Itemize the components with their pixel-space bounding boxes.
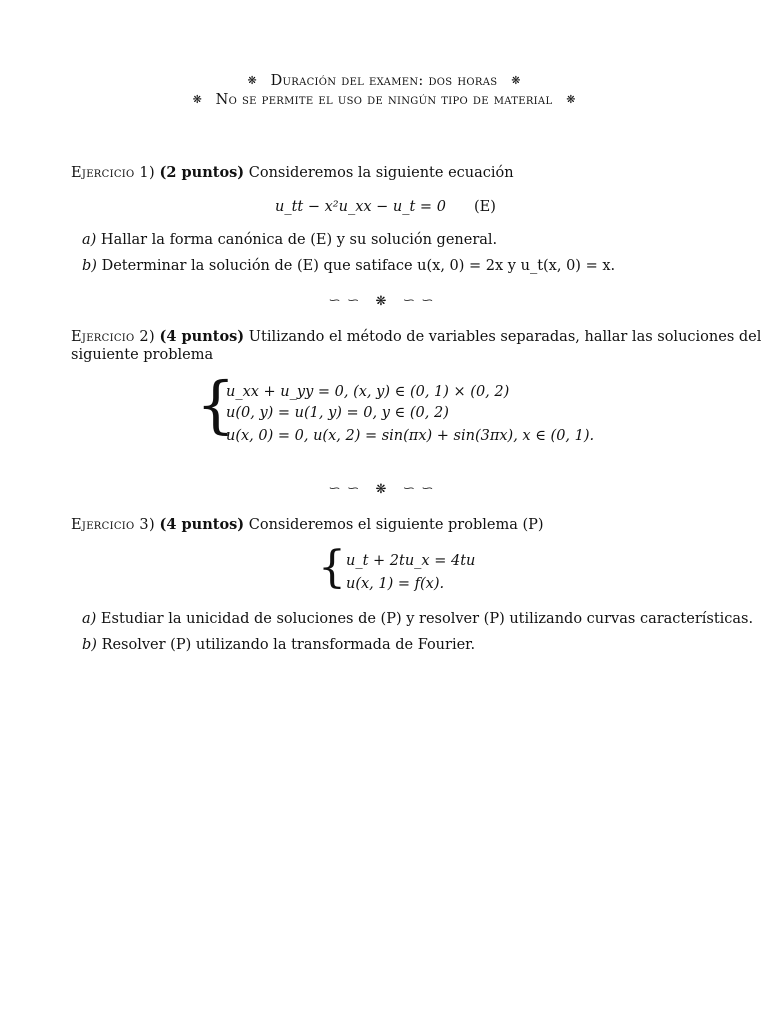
equation-e-label: (E) (474, 199, 496, 215)
exercise-3-points: (4 puntos) (159, 516, 245, 533)
part-b-label: b) (82, 258, 97, 274)
material-rule-line (0, 91, 768, 111)
exam-duration-text: Duración del examen: dos horas (270, 73, 498, 89)
section-separator (0, 478, 768, 499)
exercise-2-text: Utilizando el método de variables separadas, hallar las soluciones del (248, 329, 762, 345)
exercise-1-text: Consideremos la siguiente ecuación (248, 165, 514, 181)
star-ornament-icon: ❋ (247, 74, 257, 87)
exercise-1-label: Ejercicio 1) (71, 165, 155, 181)
exercise-1-points: (2 puntos) (159, 164, 245, 181)
system-3-line-2: u(x, 1) = f(x). (346, 576, 445, 592)
system-2-line-1: u_xx + u_yy = 0, (x, y) ∈ (0, 1) × (0, 2) (226, 384, 510, 400)
system-2-line-3: u(x, 0) = 0, u(x, 2) = sin(πx) + sin(3πx), x ∈ (0, 1). (226, 428, 595, 444)
star-ornament-icon: ❋ (511, 74, 521, 87)
star-ornament-icon: ❋ (375, 294, 393, 309)
exercise-2-statement (71, 327, 761, 348)
flourish-right-icon: ∽∽ (402, 481, 440, 495)
exam-duration-line (0, 72, 768, 92)
system-brace: { (196, 368, 236, 441)
section-separator (0, 290, 768, 311)
exercise-3-statement (71, 515, 544, 536)
exercise-2-label: Ejercicio 2) (71, 329, 155, 345)
equation-e: u_tt − x²u_xx − u_t = 0 (275, 199, 446, 215)
exercise-2-text-cont: siguiente problema (71, 347, 214, 363)
star-ornament-icon: ❋ (192, 93, 202, 106)
part-a-text: Hallar la forma canónica de (E) y su solución general. (100, 232, 498, 248)
exercise-1-part-b (82, 257, 615, 277)
system-brace: { (318, 542, 346, 593)
exercise-3-part-a (82, 610, 753, 630)
part-b-text: Resolver (P) utilizando la transformada de Fourier. (101, 637, 476, 653)
part-a-label: a) (82, 232, 97, 248)
star-ornament-icon: ❋ (566, 93, 576, 106)
part-b-text: Determinar la solución de (E) que satiface u(x, 0) = 2x y u_t(x, 0) = x. (101, 258, 616, 274)
exercise-1-statement (71, 163, 514, 184)
exercise-3-text: Consideremos el siguiente problema (P) (248, 517, 544, 533)
exercise-3-part-b (82, 636, 475, 656)
part-a-text: Estudiar la unicidad de soluciones de (P) y resolver (P) utilizando curvas características. (100, 611, 754, 627)
exercise-2-points: (4 puntos) (159, 328, 245, 345)
part-b-label: b) (82, 637, 97, 653)
exercise-3-label: Ejercicio 3) (71, 517, 155, 533)
star-ornament-icon: ❋ (375, 482, 393, 497)
system-3-line-1: u_t + 2tu_x = 4tu (346, 553, 476, 569)
flourish-right-icon: ∽∽ (402, 293, 440, 307)
system-2-line-2: u(0, y) = u(1, y) = 0, y ∈ (0, 2) (226, 405, 449, 421)
exercise-1-part-a (82, 231, 497, 251)
part-a-label: a) (82, 611, 97, 627)
flourish-left-icon: ∽∽ (328, 481, 366, 495)
flourish-left-icon: ∽∽ (328, 293, 366, 307)
material-rule-text: No se permite el uso de ningún tipo de material (215, 92, 553, 108)
